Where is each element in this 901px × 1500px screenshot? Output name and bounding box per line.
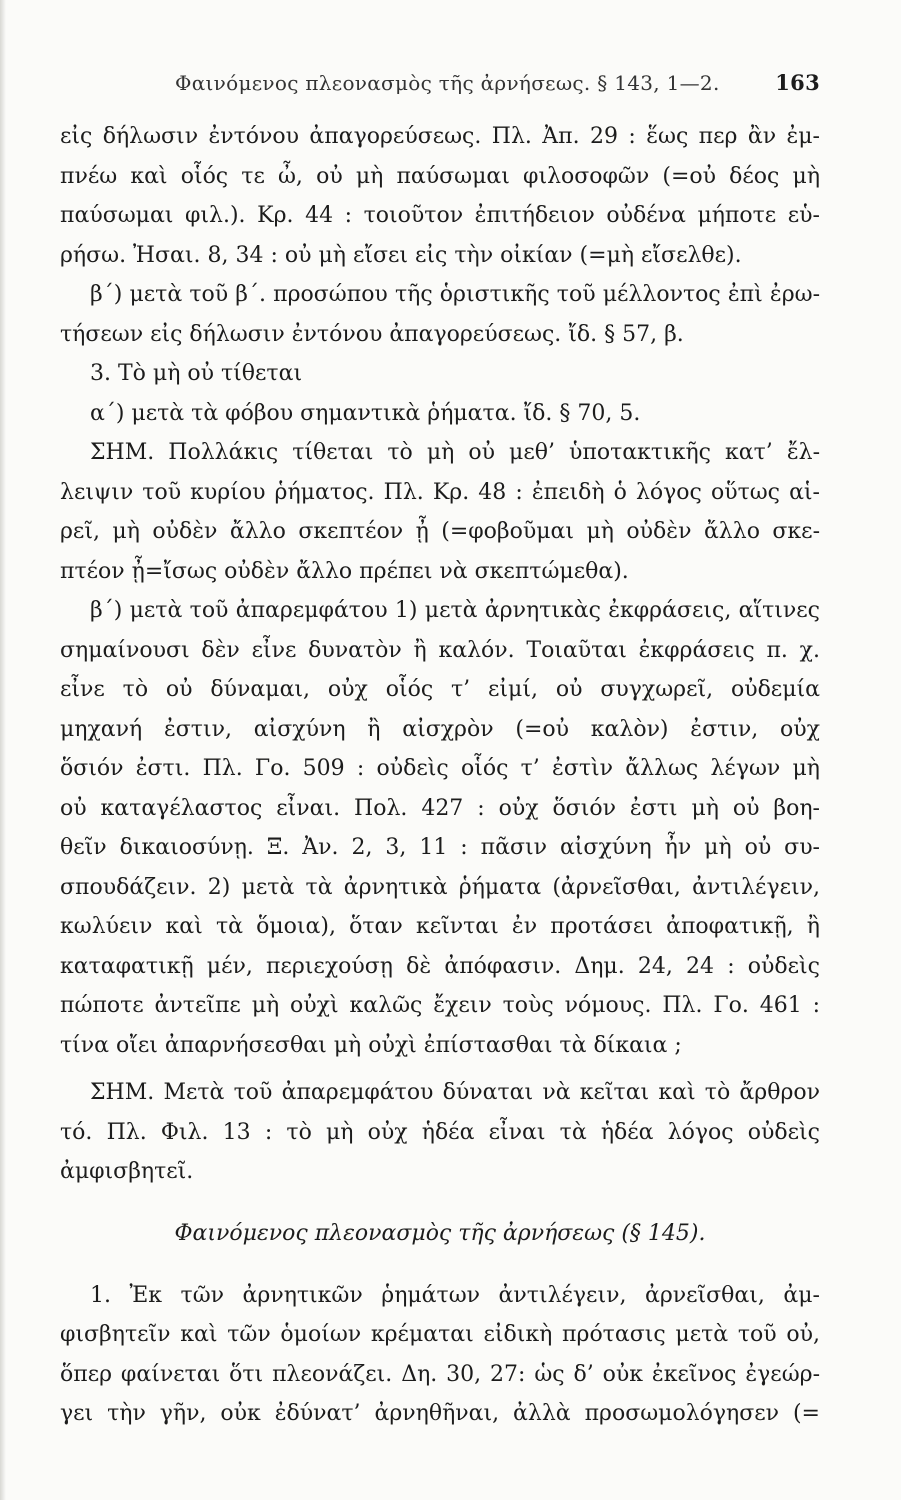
text-line: σημαίνουσι δὲν εἶνε δυνατὸν ἢ καλόν. Τοιαῦται ἐκφράσεις π. χ.: [60, 637, 820, 663]
text-line: τίνα οἴει ἀπαρνήσεσθαι μὴ οὐχὶ ἐπίστασθαι τὰ δίκαια ;: [60, 1032, 682, 1058]
text-line: ἀμφισβητεῖ.: [60, 1159, 194, 1184]
spacer: [60, 1065, 820, 1073]
paragraph-block-4: [60, 591, 820, 1065]
text-line: 1. Ἐκ τῶν ἀρνητικῶν ῥημάτων ἀντιλέγειν, ἀρνεῖσθαι, ἀμ-: [90, 1282, 820, 1308]
text-line: ρεῖ, μὴ οὐδὲν ἄλλο σκεπτέον ᾖ (=φοβοῦμαι μὴ οὐδὲν ἄλλο σκε-: [60, 519, 820, 544]
paragraph-block-5: [60, 1276, 820, 1434]
text-line: ρήσω. Ἠσαι. 8, 34 : οὐ μὴ εἴσει εἰς τὴν οἰκίαν (=μὴ εἴσελθε).: [60, 242, 742, 268]
text-line: ὅπερ φαίνεται ὅτι πλεονάζει. Δη. 30, 27: ὡς δ’ οὐκ ἐκεῖνος ἐγεώρ-: [60, 1361, 820, 1387]
text-line: α΄) μετὰ τὰ φόβου σημαντικὰ ῥήματα. ἴδ. § 70, 5.: [90, 400, 641, 426]
book-page: [60, 70, 820, 1434]
page-header: [60, 70, 820, 95]
text-line: πνέω καὶ οἷός τε ὦ, οὐ μὴ παύσωμαι φιλοσοφῶν (=οὐ δέος μὴ: [60, 163, 820, 189]
text-line: οὐ καταγέλαστος εἶναι. Πολ. 427 : οὐχ ὅσιόν ἐστι μὴ οὐ βοη-: [60, 795, 820, 821]
text-line: ὅσιόν ἐστι. Πλ. Γο. 509 : οὐδεὶς οἷός τ’ ἐστὶν ἄλλως λέγων μὴ: [60, 756, 820, 781]
text-line: καταφατικῇ μέν, περιεχούσῃ δὲ ἀπόφασιν. Δημ. 24, 24 : οὐδεὶς: [60, 953, 820, 979]
running-title: Φαινόμενος πλεονασμὸς τῆς ἀρνήσεως. § 143, 1—2.: [175, 71, 720, 95]
paragraph-block-1: [60, 117, 820, 275]
paragraph-block-2: [60, 275, 820, 354]
text-line: εἰς δήλωσιν ἐντόνου ἀπαγορεύσεως. Πλ. Ἀπ. 29 : ἕως περ ἂν ἐμ-: [60, 124, 820, 149]
text-line: σπουδάζειν. 2) μετὰ τὰ ἀρνητικὰ ῥήματα (ἀρνεῖσθαι, ἀντιλέγειν,: [60, 874, 820, 900]
text-line: φισβητεῖν καὶ τῶν ὁμοίων κρέμαται εἰδικὴ πρότασις μετὰ τοῦ οὐ,: [60, 1322, 820, 1347]
text-line: πώποτε ἀντεῖπε μὴ οὐχὶ καλῶς ἔχειν τοὺς νόμους. Πλ. Γο. 461 :: [60, 993, 820, 1018]
page-number: 163: [775, 70, 820, 95]
text-line: θεῖν δικαιοσύνῃ. Ξ. Ἀν. 2, 3, 11 : πᾶσιν αἰσχύνη ἦν μὴ οὐ συ-: [60, 835, 820, 860]
note-block-2: [60, 1073, 820, 1192]
text-line: 3. Τὸ μὴ οὐ τίθεται: [90, 361, 303, 386]
text-line: τήσεων εἰς δήλωσιν ἐντόνου ἀπαγορεύσεως. ἴδ. § 57, β.: [60, 321, 684, 347]
text-line: μηχανή ἐστιν, αἰσχύνη ἢ αἰσχρὸν (=οὐ καλὸν) ἐστιν, οὐχ: [60, 716, 820, 742]
note-block-1: [60, 433, 820, 591]
paragraph-block-3: [60, 354, 820, 433]
text-line: ΣΗΜ. Μετὰ τοῦ ἀπαρεμφάτου δύναται νὰ κεῖται καὶ τὸ ἄρθρον: [90, 1080, 820, 1105]
text-line: γει τὴν γῆν, οὐκ ἐδύνατ’ ἀρνηθῆναι, ἀλλὰ προσωμολόγησεν (=: [60, 1401, 820, 1426]
text-line: ΣΗΜ. Πολλάκις τίθεται τὸ μὴ οὐ μεθ’ ὑποτακτικῆς κατ’ ἔλ-: [90, 440, 820, 465]
section-heading: Φαινόμενος πλεονασμὸς τῆς ἀρνήσεως (§ 145).: [174, 1220, 706, 1246]
text-line: τό. Πλ. Φιλ. 13 : τὸ μὴ οὐχ ἡδέα εἶναι τὰ ἡδέα λόγος οὐδεὶς: [60, 1119, 820, 1145]
text-line: β΄) μετὰ τοῦ ἀπαρεμφάτου 1) μετὰ ἀρνητικὰς ἐκφράσεις, αἵτινες: [90, 598, 820, 623]
page-edge-shadow: [0, 0, 6, 1500]
text-line: παύσωμαι φιλ.). Κρ. 44 : τοιοῦτον ἐπιτήδειον οὐδένα μήποτε εὑ-: [60, 203, 820, 228]
text-line: λειψιν τοῦ κυρίου ῥήματος. Πλ. Κρ. 48 : ἐπειδὴ ὁ λόγος οὕτως αἱ-: [60, 479, 820, 505]
text-line: εἶνε τὸ οὐ δύναμαι, οὐχ οἷός τ’ εἰμί, οὐ συγχωρεῖ, οὐδεμία: [60, 677, 820, 702]
text-line: κωλύειν καὶ τὰ ὅμοια), ὅταν κεῖνται ἐν προτάσει ἀποφατικῇ, ἢ: [60, 914, 820, 939]
text-line: πτέον ᾖ=ἴσως οὐδὲν ἄλλο πρέπει νὰ σκεπτώμεθα).: [60, 558, 629, 584]
text-line: β΄) μετὰ τοῦ β΄. προσώπου τῆς ὁριστικῆς τοῦ μέλλοντος ἐπὶ ἐρω-: [90, 282, 820, 307]
